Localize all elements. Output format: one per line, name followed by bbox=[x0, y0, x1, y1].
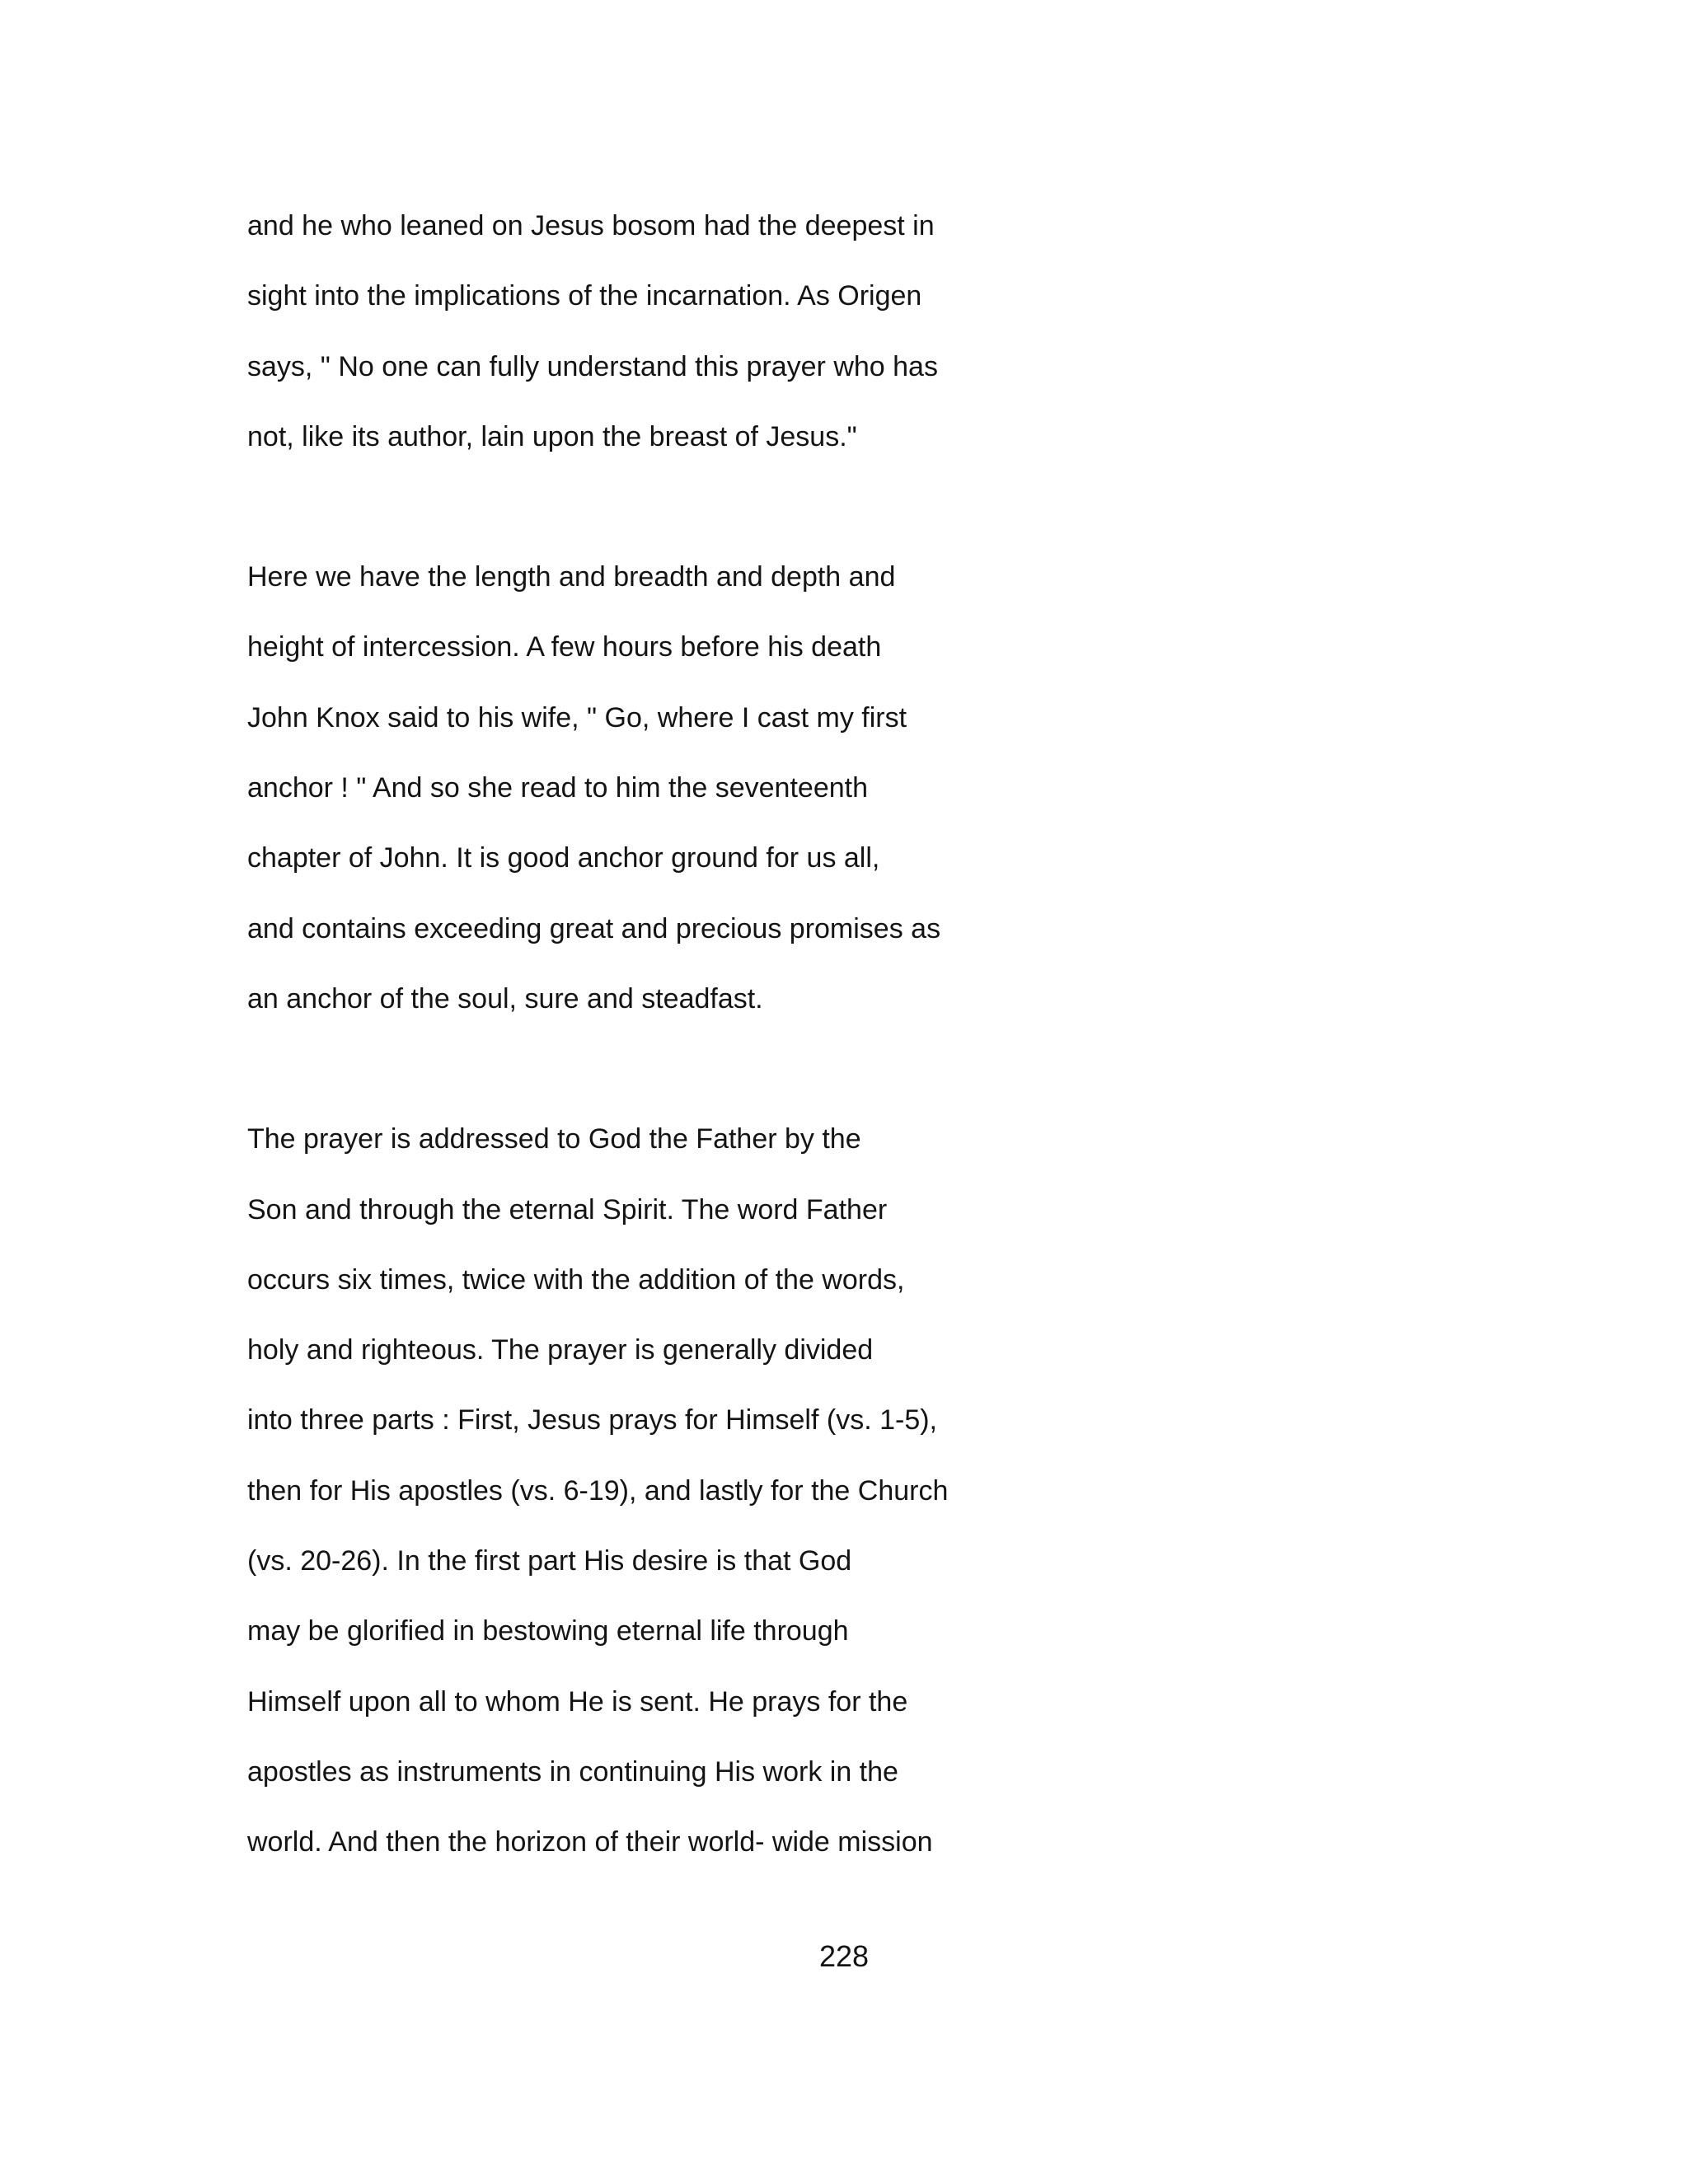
body-text bbox=[247, 191, 1319, 1878]
text-line: says, " No one can fully understand this prayer who has bbox=[247, 350, 938, 382]
paragraph-1 bbox=[247, 191, 1319, 472]
text-line: holy and righteous. The prayer is generally divided bbox=[247, 1334, 874, 1366]
text-line: Son and through the eternal Spirit. The word Father bbox=[247, 1193, 888, 1226]
text-line: then for His apostles (vs. 6-19), and lastly for the Church bbox=[247, 1474, 949, 1507]
page-number: 228 bbox=[818, 1939, 870, 1973]
paragraph-2 bbox=[247, 542, 1319, 1034]
text-line: sight into the implications of the incarnation. As Origen bbox=[247, 280, 922, 312]
text-line: into three parts : First, Jesus prays for Himself (vs. 1-5), bbox=[247, 1404, 938, 1436]
text-line: occurs six times, twice with the addition of the words, bbox=[247, 1263, 905, 1296]
text-line: may be glorified in bestowing eternal life through bbox=[247, 1615, 849, 1647]
text-line: Himself upon all to whom He is sent. He prays for the bbox=[247, 1685, 908, 1718]
paragraph-3 bbox=[247, 1104, 1319, 1877]
text-line: an anchor of the soul, sure and steadfast. bbox=[247, 982, 763, 1015]
text-line: chapter of John. It is good anchor ground for us all, bbox=[247, 842, 880, 874]
text-line: (vs. 20-26). In the first part His desire is that God bbox=[247, 1545, 852, 1577]
text-line: and he who leaned on Jesus bosom had the deepest in bbox=[247, 210, 935, 241]
text-line: The prayer is addressed to God the Father by the bbox=[247, 1123, 861, 1155]
text-line: Here we have the length and breadth and depth and bbox=[247, 561, 896, 593]
text-line: and contains exceeding great and precious promises as bbox=[247, 912, 941, 944]
text-line: world. And then the horizon of their world- wide mission bbox=[247, 1826, 933, 1858]
text-line: height of intercession. A few hours before his death bbox=[247, 631, 882, 663]
text-line: anchor ! " And so she read to him the seventeenth bbox=[247, 772, 868, 804]
text-line: John Knox said to his wife, " Go, where I cast my first bbox=[247, 701, 907, 733]
text-line: apostles as instruments in continuing His work in the bbox=[247, 1755, 898, 1788]
text-line: not, like its author, lain upon the breast of Jesus." bbox=[247, 420, 857, 452]
